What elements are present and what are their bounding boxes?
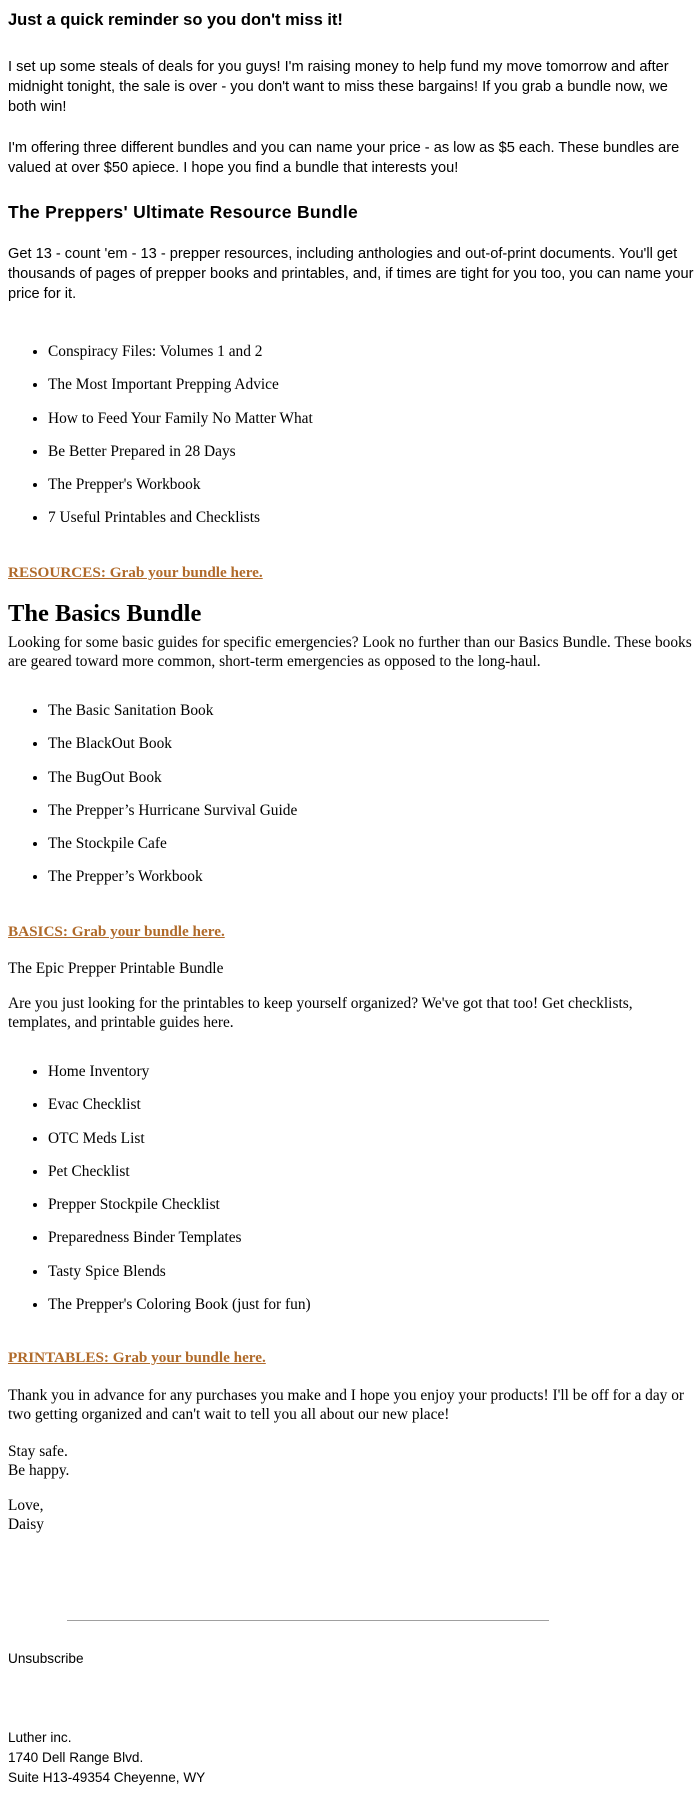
basics-bundle-list [48,701,694,901]
list-item: • Pet Checklist [48,1162,694,1195]
unsubscribe-link[interactable]: Unsubscribe [8,1651,84,1666]
printables-link-wrapper [8,1348,694,1368]
list-item: • Conspiracy Files: Volumes 1 and 2 [48,342,694,375]
reminder-heading: Just a quick reminder so you don't miss it! [8,11,343,29]
list-item: • Tasty Spice Blends [48,1262,694,1295]
list-item: • The BugOut Book [48,768,694,801]
list-item: • The Prepper’s Workbook [48,867,694,900]
list-item: • Preparedness Binder Templates [48,1228,694,1261]
list-item: • How to Feed Your Family No Matter What [48,409,694,442]
company-name: Luther inc. [8,1730,72,1745]
closing-signature [8,1496,694,1534]
preppers-bundle-description: Get 13 - count 'em - 13 - prepper resources, including anthologies and out-of-print documents. You'll get thousands of pages of prepper books and printables, and, if times are tight for you too, you can name your price for it. [8,246,694,302]
list-item: • Prepper Stockpile Checklist [48,1195,694,1228]
signoff-line: Be happy. [8,1462,70,1479]
basics-bundle-heading: The Basics Bundle [8,600,202,627]
signature-line: Love, [8,1497,44,1514]
signature-name: Daisy [8,1516,44,1533]
footer-address [8,1728,694,1788]
preppers-bundle-heading: The Preppers' Ultimate Resource Bundle [8,202,359,222]
address-line: 1740 Dell Range Blvd. [8,1750,144,1765]
intro-paragraph-1: I set up some steals of deals for you guys! I'm raising money to help fund my move tomorrow and after midnight tonight, the sale is over - you don't want to miss these bargains! If you grab a bundle now, we both win! [8,59,669,115]
list-item: • The Basic Sanitation Book [48,701,694,734]
resources-bundle-link[interactable]: RESOURCES: Grab your bundle here. [8,564,263,581]
basics-bundle-link[interactable]: BASICS: Grab your bundle here. [8,923,225,940]
list-item: • The Most Important Prepping Advice [48,375,694,408]
printables-bundle-list [48,1062,694,1328]
preppers-bundle-list [48,342,694,542]
basics-link-wrapper [8,922,694,942]
list-item: • 7 Useful Printables and Checklists [48,508,694,541]
list-item: • Evac Checklist [48,1095,694,1128]
list-item: • The BlackOut Book [48,734,694,767]
list-item: • Be Better Prepared in 28 Days [48,442,694,475]
intro-paragraph-2: I'm offering three different bundles and you can name your price - as low as $5 each. These bundles are valued at over $50 apiece. I hope you find a bundle that interests you! [8,140,680,176]
printables-bundle-title: The Epic Prepper Printable Bundle [8,960,224,977]
footer-unsubscribe-wrapper [8,1650,694,1668]
printables-bundle-link[interactable]: PRINTABLES: Grab your bundle here. [8,1349,266,1366]
basics-bundle-description: Looking for some basic guides for specific emergencies? Look no further than our Basics Bundle. These books are geared toward more common, short-term emergencies as opposed to the long-haul. [8,634,692,670]
list-item: • The Prepper's Coloring Book (just for fun) [48,1295,694,1328]
list-item: • Home Inventory [48,1062,694,1095]
printables-bundle-description: Are you just looking for the printables to keep yourself organized? We've got that too! Get checklists, templates, and printable guides here. [8,995,633,1031]
signoff-line: Stay safe. [8,1443,68,1460]
list-item: • The Stockpile Cafe [48,834,694,867]
closing-signoff [8,1442,694,1480]
list-item: • OTC Meds List [48,1129,694,1162]
address-line: Suite H13-49354 Cheyenne, WY [8,1770,206,1785]
resources-link-wrapper [8,563,694,583]
list-item: • The Prepper's Workbook [48,475,694,508]
closing-thanks: Thank you in advance for any purchases you make and I hope you enjoy your products! I'll be off for a day or two getting organized and can't wait to tell you all about our new place! [8,1387,685,1423]
footer-divider [67,1620,549,1621]
list-item: • The Prepper’s Hurricane Survival Guide [48,801,694,834]
